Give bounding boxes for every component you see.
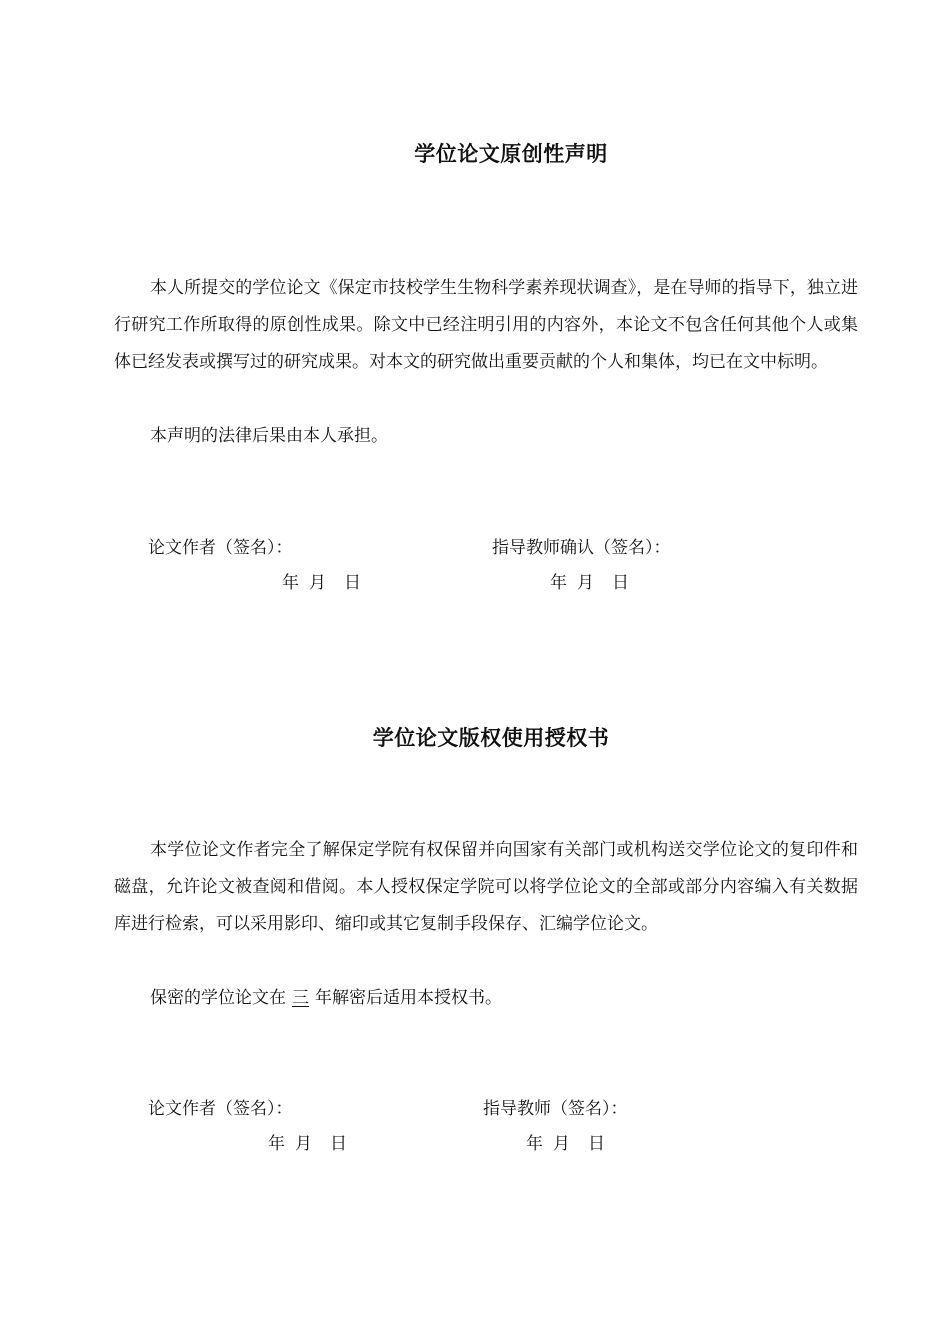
declaration-advisor-date [550,568,629,593]
date-year: 年 [550,573,567,593]
date-day: 日 [588,1134,605,1154]
authorization-paragraph: 本学位论文作者完全了解保定学院有权保留并向国家有关部门或机构送交学位论文的复印件和磁盘，允许论文被查阅和借阅。本人授权保定学院可以将学位论文的全部或部分内容编入有关数据库进行检索，可以采用影印、缩印或其它复制手段保存、汇编学位论文。 [114,840,858,934]
date-day: 日 [344,573,361,593]
authorization-advisor-signature-label: 指导教师（签名）： [483,1099,628,1119]
date-month: 月 [577,573,594,593]
date-month: 月 [295,1134,312,1154]
date-year: 年 [282,573,299,593]
declaration-advisor-signature-label: 指导教师确认（签名）： [492,538,671,558]
declaration-author-date [282,568,361,593]
confidentiality-years-blank: 三 [292,988,309,1008]
declaration-liability-paragraph: 本声明的法律后果由本人承担。 [150,426,388,446]
date-month: 月 [553,1134,570,1154]
date-day: 日 [330,1134,347,1154]
authorization-title: 学位论文版权使用授权书 [372,726,610,750]
confidentiality-suffix: 年解密后适用本授权书。 [315,988,502,1008]
declaration-author-signature-label: 论文作者（签名）： [148,538,293,558]
date-day: 日 [612,573,629,593]
date-year: 年 [268,1134,285,1154]
authorization-author-signature-label: 论文作者（签名）： [148,1099,293,1119]
date-month: 月 [309,573,326,593]
date-year: 年 [526,1134,543,1154]
authorization-advisor-date [526,1129,605,1154]
confidentiality-prefix: 保密的学位论文在 [150,988,286,1008]
declaration-paragraph: 本人所提交的学位论文《保定市技校学生生物科学素养现状调查》，是在导师的指导下，独立进行研究工作所取得的原创性成果。除文中已经注明引用的内容外，本论文不包含任何其他个人或集体已经发表或撰写过的研究成果。对本文的研究做出重要贡献的个人和集体，均已在文中标明。 [114,278,858,372]
authorization-author-date [268,1129,347,1154]
declaration-title: 学位论文原创性声明 [414,142,608,166]
confidentiality-paragraph [114,980,858,1017]
